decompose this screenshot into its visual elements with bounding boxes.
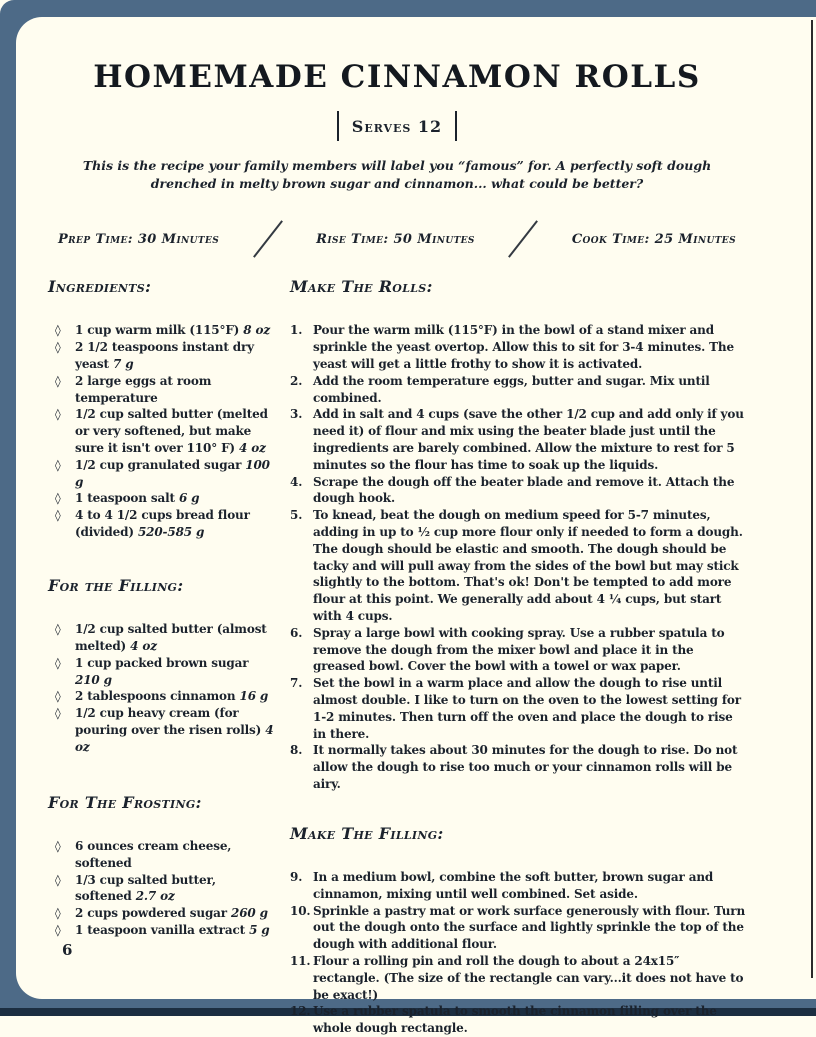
step-text: Spray a large bowl with cooking spray. Use a rubber spatula to remove the dough from the mixer bowl and place it in the greased bowl. Cover the bowl with a towel or wax paper.: [313, 625, 725, 674]
step-item: [290, 474, 746, 508]
step-number: 2.: [290, 373, 303, 388]
step-number: 12.: [290, 1004, 311, 1019]
ingredient-text: 4 to 4 1/2 cups bread flour (divided) 520-585 g: [75, 508, 250, 539]
diamond-bullet-icon: ◊: [55, 655, 61, 670]
slash-divider-icon: [508, 220, 538, 257]
diamond-bullet-icon: ◊: [55, 872, 61, 887]
step-item: [290, 742, 746, 792]
step-item: [290, 953, 746, 1003]
ingredient-text: 2 large eggs at room temperature: [75, 373, 212, 405]
diamond-bullet-icon: ◊: [55, 323, 61, 338]
ingredient-text: 1/2 cup salted butter (melted or very softened, but make sure it isn't over 110° F) 4 oz: [75, 407, 268, 455]
list-item: [48, 838, 276, 872]
ingredient-text: 6 ounces cream cheese, softened: [75, 838, 232, 870]
diamond-bullet-icon: ◊: [55, 340, 61, 355]
ingredient-text: 2 cups powdered sugar 260 g: [75, 906, 268, 921]
step-text: Add in salt and 4 cups (save the other 1/2 cup and add only if you need it) of flour and mix using the beater blade just until the ingredients are barely combined. Allow the mixture to rest for 5 minutes so the flour has time to soak up the liquids.: [313, 407, 744, 472]
list-item: [48, 406, 276, 456]
frosting-heading: For The Frosting:: [48, 792, 202, 812]
step-number: 7.: [290, 676, 303, 691]
ingredient-text: 1 cup warm milk (115°F) 8 oz: [75, 323, 270, 338]
ingredient-text: 1 teaspoon salt 6 g: [75, 491, 200, 506]
ingredients-list: [48, 322, 276, 540]
list-item: [48, 339, 276, 373]
step-number: 11.: [290, 954, 311, 969]
cook-time: Cook Time: 25 Minutes: [571, 231, 736, 247]
list-item: [48, 322, 276, 339]
ingredient-text: 1/2 cup granulated sugar 100 g: [75, 457, 270, 489]
list-item: [48, 457, 276, 491]
step-text: Set the bowl in a warm place and allow the dough to rise until almost double. I like to turn on the oven to the lowest setting for 1-2 minutes. Then turn off the oven and place the dough to rise in there.: [313, 676, 741, 741]
diamond-bullet-icon: ◊: [55, 457, 61, 472]
make-rolls-steps: [290, 322, 746, 792]
ingredient-text: 1/2 cup heavy cream (for pouring over the risen rolls) 4 oz: [75, 706, 274, 754]
serves-row: [48, 111, 746, 141]
list-item: [48, 655, 276, 689]
step-item: [290, 373, 746, 407]
ingredient-text: 1 cup packed brown sugar210 g: [75, 655, 249, 687]
ingredients-heading: Ingredients:: [48, 277, 152, 296]
list-item: [48, 373, 276, 407]
step-number: 5.: [290, 508, 303, 523]
filling-list: [48, 621, 276, 755]
time-summary-row: [58, 216, 736, 262]
step-item: [290, 869, 746, 903]
step-item: [290, 322, 746, 372]
ingredient-text: 2 tablespoons cinnamon 16 g: [75, 689, 269, 704]
ingredient-text: 2 1/2 teaspoons instant dry yeast 7 g: [75, 340, 254, 371]
serves-label: Serves 12: [351, 116, 443, 136]
step-number: 6.: [290, 625, 303, 640]
step-number: 9.: [290, 870, 303, 885]
diamond-bullet-icon: ◊: [55, 689, 61, 704]
make-rolls-heading: Make The Rolls:: [290, 277, 433, 296]
diamond-bullet-icon: ◊: [55, 906, 61, 921]
list-item: [48, 705, 276, 755]
step-text: Scrape the dough off the beater blade and remove it. Attach the dough hook.: [313, 474, 735, 506]
diamond-bullet-icon: ◊: [55, 407, 61, 422]
filling-heading: For the Filling:: [48, 575, 184, 595]
instructions-column: [290, 276, 746, 1037]
step-text: In a medium bowl, combine the soft butter, brown sugar and cinnamon, mixing until well combined. Set aside.: [313, 870, 714, 901]
list-item: [48, 621, 276, 655]
diamond-bullet-icon: ◊: [55, 491, 61, 506]
step-text: It normally takes about 30 minutes for the dough to rise. Do not allow the dough to rise too much or your cinnamon rolls will be airy.: [313, 743, 738, 791]
step-item: [290, 507, 746, 625]
step-number: 1.: [290, 323, 303, 338]
step-number: 10.: [290, 903, 311, 918]
serves-badge: [337, 111, 457, 141]
step-text: To knead, beat the dough on medium speed for 5-7 minutes, adding in up to ½ cup more flour only if needed to form a dough. The dough should be elastic and smooth. The dough should be tacky and will pull away from the sides of the bowl but may stick slightly to the bottom. That's ok! Don't be tempted to add more flour at this point. We generally add about 4 ¼ cups, but start with 4 cups.: [313, 508, 743, 623]
list-item: [48, 872, 276, 906]
step-number: 8.: [290, 743, 303, 758]
diamond-bullet-icon: ◊: [55, 622, 61, 637]
page-number: 6: [62, 941, 73, 959]
slash-divider-icon: [253, 220, 283, 257]
step-number: 3.: [290, 407, 303, 422]
serves-right-bar: [455, 111, 457, 141]
paper: [16, 17, 816, 1036]
diamond-bullet-icon: ◊: [55, 922, 61, 937]
frosting-list: [48, 838, 276, 939]
diamond-bullet-icon: ◊: [55, 838, 61, 853]
ingredients-column: [48, 276, 276, 1037]
step-text: Sprinkle a pastry mat or work surface generously with flour. Turn out the dough onto the surface and lightly sprinkle the top of the dough with additional flour.: [313, 903, 746, 952]
step-text: Use a rubber spatula to smooth the cinnamon filling over the whole dough rectangle.: [313, 1004, 717, 1036]
make-filling-heading: Make The Filling:: [290, 823, 444, 843]
step-item: [290, 406, 746, 473]
content-columns: [48, 276, 746, 1037]
diamond-bullet-icon: ◊: [55, 706, 61, 721]
list-item: [48, 507, 276, 541]
step-item: [290, 903, 746, 953]
serves-left-bar: [337, 111, 339, 141]
diamond-bullet-icon: ◊: [55, 373, 61, 388]
step-item: [290, 625, 746, 675]
step-number: 4.: [290, 474, 303, 489]
ingredient-text: 1/2 cup salted butter (almost melted) 4 oz: [75, 622, 267, 653]
page-fold-edge-line: [811, 20, 813, 978]
rise-time: Rise Time: 50 Minutes: [316, 231, 475, 247]
diamond-bullet-icon: ◊: [55, 508, 61, 523]
prep-time: Prep Time: 30 Minutes: [58, 231, 220, 247]
ingredient-text: 1/3 cup salted butter, softened 2.7 oz: [75, 872, 216, 904]
list-item: [48, 688, 276, 705]
page-title: HOMEMADE CINNAMON ROLLS: [93, 59, 701, 95]
list-item: [48, 490, 276, 507]
step-item: [290, 675, 746, 742]
step-item: [290, 1003, 746, 1037]
step-text: Flour a rolling pin and roll the dough to about a 24x15″ rectangle. (The size of the rectangle can vary...it does not have to be exact!): [313, 954, 744, 1002]
step-text: Pour the warm milk (115°F) in the bowl of a stand mixer and sprinkle the yeast overtop. Allow this to sit for 3-4 minutes. The yeast will get a little frothy to show it is activated.: [313, 323, 734, 371]
list-item: [48, 922, 276, 939]
recipe-description: This is the recipe your family members will label you “famous” for. A perfectly soft dough drenched in melty brown sugar and cinnamon... what could be better?: [82, 158, 712, 191]
list-item: [48, 905, 276, 922]
ingredient-text: 1 teaspoon vanilla extract 5 g: [75, 922, 270, 937]
make-filling-steps: [290, 869, 746, 1037]
step-text: Add the room temperature eggs, butter and sugar. Mix until combined.: [313, 373, 710, 405]
